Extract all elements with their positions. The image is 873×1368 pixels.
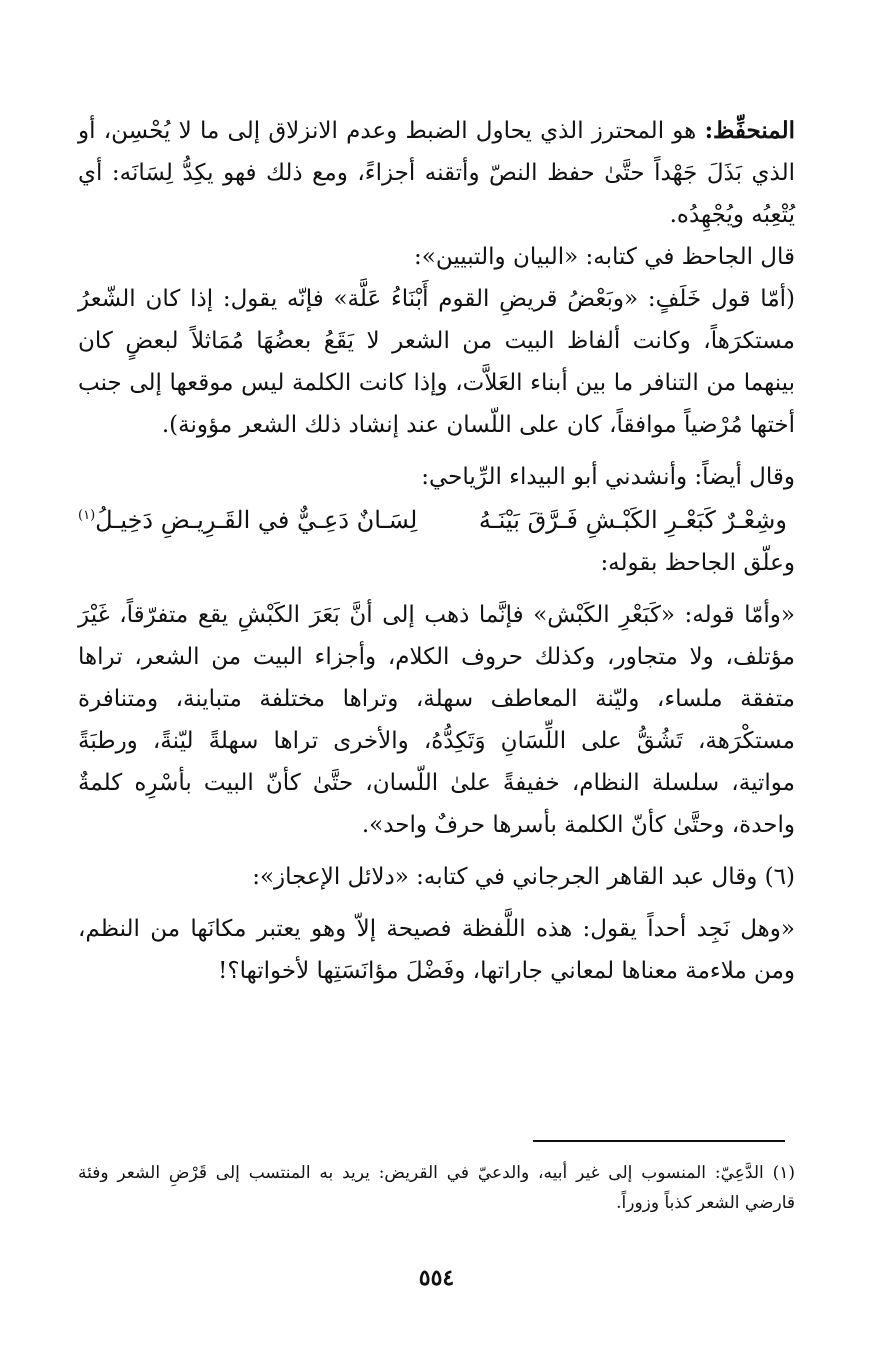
- footnote-divider: [533, 1140, 785, 1142]
- riyahi-intro-line: وقال أيضاً: وأنشدني أبو البيداء الرِّياحي:: [421, 464, 795, 490]
- jahiz-comment-paragraph: «وأمّا قوله: «كَبَعْرِ الكَبْش» فإنَّما ذهب إلى أنَّ بَعَرَ الكَبْشِ يقع متفرّقاً، غَيْرَ مؤتلف، ولا متجاور، وكذلك حروف الكلام، وأجزاء البيت من الشعر، تراها متفقة ملساء، وليّنة المعاطف سهلة، وتراها مختلفة متباينة، ومتنافرة مستكْرَهة، تَشُقُّ على اللِّسَانِ وَتَكِدُّهُ، والأخرى تراها سهلةً ليّنةً، ورطبَةً مواتية، سلسلة النظام، خفيفةً علىٰ اللّسان، حتَّىٰ كأنّ البيت بأسْرِه كلمةٌ واحدة، وحتَّىٰ كأنّ الكلمة بأسرها حرفٌ واحد».: [78, 602, 795, 838]
- poetry-verse: [78, 498, 787, 542]
- verse-first-hemistich: وشِعْـرٌ كَبَعْـرِ الكَبْـشِ فَـرَّقَ بَيْنَـهُ: [478, 506, 787, 534]
- khalaf-quote-paragraph: (أمّا قول خَلَفٍ: «وبَعْضُ قريضِ القوم أَبْنَاءُ عَلَّة» فإنّه يقول: إذا كان الشّعرُ مستكرَهاً، وكانت ألفاظ البيت من الشعر لا يَقَعُ بعضُهَا مُمَاثلاً لبعضٍ كان بينهما من التنافر ما بين أبناء العَلاَّت، وإذا كانت الكلمة ليس موقعها إلى جنب أختها مُرْضياً موافقاً، كان على اللّسان عند إنشاد ذلك الشعر مؤونة).: [78, 286, 796, 438]
- page-number: ٥٥٤: [418, 1265, 455, 1291]
- definition-paragraph: [78, 110, 795, 236]
- footnote-marker: (١): [78, 508, 96, 523]
- footnote: (١) الدَّعِيّ: المنسوب إلى غير أبيه، والدعيّ في القريض: يريد به المنتسب إلى قَرْضِ الشعر وفئة قارضي الشعر كذباً وزوراً.: [78, 1163, 795, 1213]
- jahiz-intro-line: قال الجاحظ في كتابه: «البيان والتبيين»:: [414, 244, 795, 270]
- term-label: المنحفِّظ:: [704, 117, 796, 144]
- jurjani-intro-line: (٦) وقال عبد القاهر الجرجاني في كتابه: «دلائل الإعجاز»:: [252, 864, 795, 890]
- jahiz-comment-intro: وعلّق الجاحظ بقوله:: [600, 550, 795, 576]
- verse-second-hemistich: [78, 498, 417, 542]
- jurjani-quote-paragraph: «وهل نَجِد أحداً يقول: هذه اللَّفظة فصيحة إلاّ وهو يعتبر مكانَها من النظم، ومن ملاءمة معناها لمعاني جاراتها، وفَضْلَ مؤانَسَتِها لأخواتها؟!: [78, 916, 795, 984]
- verse-second-text: لِسَـانٌ دَعِـيٌّ في القَـرِيـضِ دَخِيـلُ: [95, 506, 418, 534]
- definition-text: هو المحترز الذي يحاول الضبط وعدم الانزلاق إلى ما لا يُحْسِن، أو الذي بَذَلَ جَهْداً حتَّىٰ حفظ النصّ وأتقنه أجزاءً، ومع ذلك فهو يكِدُّ لِسَانَه: أي يُتْعِبُه ويُجْهِدُه.: [78, 118, 795, 228]
